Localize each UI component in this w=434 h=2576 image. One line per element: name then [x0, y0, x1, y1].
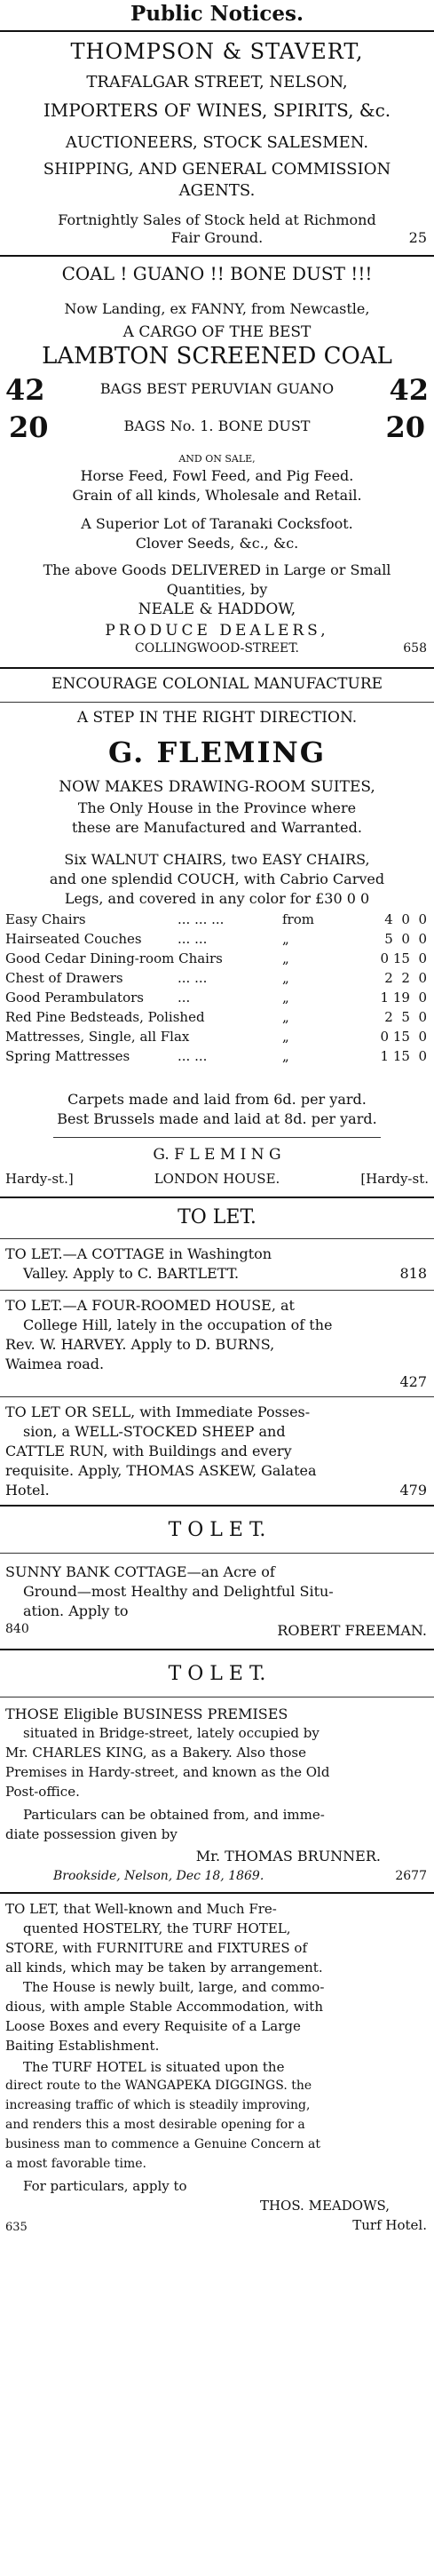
item-price: 0 15 0	[380, 1029, 427, 1045]
ad-line: Grain of all kinds, Wholesale and Retail.	[72, 487, 362, 504]
ad-line: TO LET OR SELL, with Immediate Posses-	[5, 1403, 311, 1420]
ad-line: NOW MAKES DRAWING-ROOM SUITES,	[59, 778, 375, 796]
ad-line: A CARGO OF THE BEST	[122, 323, 312, 341]
ad-line: Horse Feed, Fowl Feed, and Pig Feed.	[80, 467, 354, 484]
ad-line: diate possession given by	[5, 1826, 178, 1842]
item-leader: ... ...	[178, 931, 208, 947]
ad-line: SUNNY BANK COTTAGE—an Acre of	[5, 1563, 275, 1580]
ad-line: quented HOSTELRY, the TURF HOTEL,	[23, 1920, 291, 1936]
ad-line: College Hill, lately in the occupation of the	[23, 1316, 333, 1333]
ad-line: Legs, and covered in any color for £30 0 0	[64, 890, 370, 907]
divider	[0, 1238, 434, 1239]
item-price: 0 15 0	[380, 950, 427, 966]
ad-number: 818	[399, 1265, 427, 1282]
ad-line: a most favorable time.	[5, 2157, 146, 2171]
ad-line: AGENTS.	[178, 181, 256, 200]
ad-line: Hotel.	[5, 1482, 50, 1499]
ad-line: sion, a WELL-STOCKED SHEEP and	[23, 1423, 286, 1440]
ad-line: these are Manufactured and Warranted.	[72, 819, 362, 836]
divider	[0, 1290, 434, 1291]
ad-line: Post-office.	[5, 1784, 80, 1800]
ad-line: The TURF HOTEL is situated upon the	[23, 2059, 285, 2075]
item-name: Red Pine Bedsteads, Polished	[5, 1009, 205, 1025]
divider	[53, 1137, 381, 1138]
ad-line: Fortnightly Sales of Stock held at Richmond	[58, 211, 376, 228]
section-heading: TO LET.	[178, 1206, 256, 1228]
ad-line: LONDON HOUSE.	[154, 1171, 280, 1187]
divider	[0, 702, 434, 703]
section-heading: T O L E T.	[168, 1519, 266, 1541]
ad-line: ROBERT FREEMAN.	[277, 1622, 427, 1639]
ad-line: Particulars can be obtained from, and imme-	[23, 1807, 325, 1823]
ad-line: ation. Apply to	[23, 1602, 129, 1619]
item-price: 1 19 0	[380, 990, 427, 1006]
ad-line: COLLINGWOOD-STREET.	[135, 641, 299, 656]
item-price: 5 0 0	[384, 931, 427, 947]
ad-number-large: 20	[9, 410, 49, 444]
divider	[0, 255, 434, 257]
divider	[0, 30, 434, 32]
ad-heading: ENCOURAGE COLONIAL MANUFACTURE	[51, 675, 383, 693]
ad-line: Fair Ground.	[170, 229, 264, 246]
ad-line: direct route to the WANGAPEKA DIGGINGS. the	[5, 2079, 312, 2093]
ad-line: Turf Hotel.	[352, 2217, 427, 2233]
ad-line: TO LET.—A COTTAGE in Washington	[5, 1245, 272, 1262]
item-price: 2 2 0	[384, 970, 427, 986]
item-from: from	[282, 911, 314, 927]
item-from: „	[282, 970, 289, 986]
section-heading: T O L E T.	[168, 1663, 266, 1685]
ad-line: all kinds, which may be taken by arrangement.	[5, 1960, 323, 1976]
item-name: Easy Chairs	[5, 911, 86, 927]
ad-number: 427	[399, 1373, 427, 1390]
ad-line: Carpets made and laid from 6d. per yard.	[67, 1091, 367, 1108]
ad-line: and one splendid COUCH, with Cabrio Carved	[49, 871, 385, 887]
item-name: Spring Mattresses	[5, 1048, 130, 1064]
divider	[0, 1505, 434, 1507]
ad-line: Baiting Establishment.	[5, 2038, 160, 2054]
ad-line: IMPORTERS OF WINES, SPIRITS, &c.	[43, 99, 391, 121]
ad-number: 840	[5, 1622, 29, 1636]
item-from: „	[282, 990, 289, 1006]
ad-line: CATTLE RUN, with Buildings and every	[5, 1443, 292, 1459]
item-price: 1 15 0	[380, 1048, 427, 1064]
ad-line: Mr. CHARLES KING, as a Bakery. Also those	[5, 1745, 306, 1761]
item-name: Chest of Drawers	[5, 970, 123, 986]
ad-line: TRAFALGAR STREET, NELSON,	[86, 73, 348, 91]
ad-line: Loose Boxes and every Requisite of a Large	[5, 2018, 301, 2034]
ad-number: 635	[5, 2221, 28, 2234]
ad-line: business man to commence a Genuine Concern at	[5, 2137, 320, 2151]
ad-line: situated in Bridge-street, lately occupied by	[23, 1725, 320, 1741]
item-from: „	[282, 1029, 289, 1045]
ad-number: 2677	[395, 1869, 427, 1883]
ad-line: Best Brussels made and laid at 8d. per yard.	[57, 1110, 377, 1127]
item-leader: ... ...	[178, 1048, 208, 1064]
ad-line: [Hardy-st.	[360, 1171, 429, 1187]
page-title: Public Notices.	[130, 2, 304, 26]
ad-line: dious, with ample Stable Accommodation, with	[5, 1999, 323, 2015]
ad-line: and renders this a most desirable opening for a	[5, 2118, 305, 2132]
ad-line: Hardy-st.]	[5, 1171, 74, 1187]
ad-line: THOS. MEADOWS,	[259, 2198, 390, 2214]
divider	[0, 1396, 434, 1397]
divider	[0, 1197, 434, 1198]
ad-line: Ground—most Healthy and Delightful Situ-	[23, 1583, 334, 1600]
ad-name: G. FLEMING	[107, 735, 327, 769]
ad-number: 479	[399, 1482, 427, 1499]
ad-line: THOSE Eligible BUSINESS PREMISES	[5, 1705, 288, 1722]
item-name: Good Perambulators	[5, 990, 144, 1006]
ad-heading: COAL ! GUANO !! BONE DUST !!!	[61, 263, 373, 284]
ad-line: Clover Seeds, &c., &c.	[135, 535, 299, 552]
ad-line: Six WALNUT CHAIRS, two EASY CHAIRS,	[64, 851, 370, 868]
ad-line: For particulars, apply to	[23, 2178, 187, 2194]
ad-line: Now Landing, ex FANNY, from Newcastle,	[64, 300, 370, 317]
item-from: „	[282, 931, 289, 947]
item-leader: ...	[178, 990, 191, 1006]
ad-line: AUCTIONEERS, STOCK SALESMEN.	[65, 133, 369, 152]
divider	[0, 1892, 434, 1894]
ad-line: BAGS BEST PERUVIAN GUANO	[99, 380, 335, 397]
ad-number: 658	[403, 641, 427, 656]
ad-number-large: 20	[385, 410, 425, 444]
item-leader: ... ...	[178, 970, 208, 986]
ad-line: BAGS No. 1. BONE DUST	[123, 417, 311, 434]
item-name: Good Cedar Dining-room Chairs	[5, 950, 223, 966]
ad-line: A Superior Lot of Taranaki Cocksfoot.	[81, 515, 353, 532]
ad-number-large: 42	[5, 373, 45, 407]
ad-line: Rev. W. HARVEY. Apply to D. BURNS,	[5, 1336, 275, 1353]
item-from: „	[282, 1009, 289, 1025]
ad-line: STORE, with FURNITURE and FIXTURES of	[5, 1940, 308, 1956]
ad-line: TO LET, that Well-known and Much Fre-	[5, 1901, 277, 1917]
item-price: 2 5 0	[384, 1009, 427, 1025]
ad-line: SHIPPING, AND GENERAL COMMISSION	[43, 160, 391, 179]
ad-line: LAMBTON SCREENED COAL	[42, 343, 392, 370]
ad-line: TO LET.—A FOUR-ROOMED HOUSE, at	[5, 1297, 295, 1314]
ad-line: Waimea road.	[5, 1356, 105, 1372]
ad-line: requisite. Apply, THOMAS ASKEW, Galatea	[5, 1462, 317, 1479]
ad-number-large: 42	[389, 373, 429, 407]
item-name: Hairseated Couches	[5, 931, 142, 947]
ad-signature: G. F L E M I N G	[153, 1146, 281, 1164]
ad-line: NEALE & HADDOW,	[138, 600, 296, 618]
divider	[0, 1553, 434, 1554]
ad-line: increasing traffic of which is steadily improving,	[5, 2098, 311, 2112]
ad-line: Valley. Apply to C. BARTLETT.	[23, 1265, 240, 1282]
ad-heading: A STEP IN THE RIGHT DIRECTION.	[76, 709, 358, 727]
item-name: Mattresses, Single, all Flax	[5, 1029, 190, 1045]
ad-line: AND ON SALE,	[178, 453, 256, 465]
divider	[0, 667, 434, 669]
ad-line: Brookside, Nelson, Dec 18, 1869.	[53, 1869, 264, 1883]
ad-heading: THOMPSON & STAVERT,	[70, 39, 364, 64]
ad-line: The above Goods DELIVERED in Large or Small	[43, 561, 391, 578]
item-leader: ... ... ...	[178, 911, 225, 927]
ad-line: The Only House in the Province where	[77, 799, 357, 816]
divider	[0, 1649, 434, 1650]
item-from: „	[282, 950, 289, 966]
ad-line: Premises in Hardy-street, and known as the Old	[5, 1764, 330, 1780]
ad-line: Quantities, by	[166, 581, 268, 598]
item-price: 4 0 0	[384, 911, 427, 927]
item-from: „	[282, 1048, 289, 1064]
ad-number: 25	[408, 229, 427, 246]
ad-line: Mr. THOMAS BRUNNER.	[195, 1848, 381, 1864]
ad-line: The House is newly built, large, and commo-	[23, 1979, 325, 1995]
ad-line: PRODUCE DEALERS,	[105, 622, 329, 640]
